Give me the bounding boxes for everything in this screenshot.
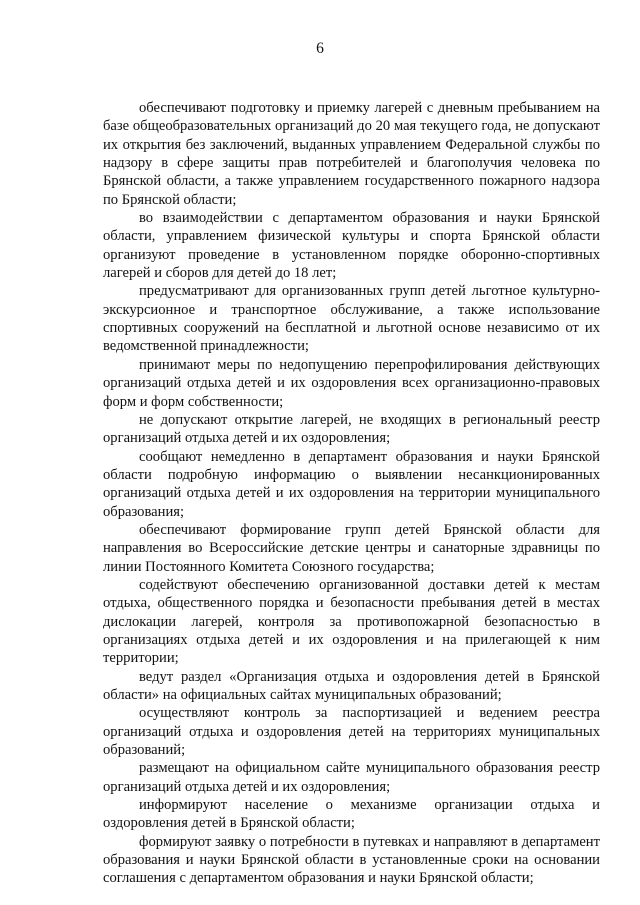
paragraph: принимают меры по недопущению перепрофилирования действующих организаций отдыха детей и их оздоровления всех организационно-правовых форм и форм собственности; bbox=[103, 356, 600, 410]
paragraph: содействуют обеспечению организованной доставки детей к местам отдыха, общественного порядка и безопасности пребывания детей в местах дислокации лагерей, контроля за противопожарной безопасностью в организациях отдыха детей и их оздоровления и на прилегающей к ним территории; bbox=[103, 576, 600, 667]
page-number: 6 bbox=[316, 40, 324, 57]
document-body bbox=[103, 99, 600, 888]
paragraph: предусматривают для организованных групп детей льготное культурно-экскурсионное и транспортное обслуживание, а также использование спортивных сооружений на бесплатной и льготной основе независимо от их ведомственной принадлежности; bbox=[103, 283, 600, 355]
paragraph: осуществляют контроль за паспортизацией и ведением реестра организаций отдыха и оздоровления детей на территориях муниципальных образований; bbox=[103, 705, 600, 759]
paragraph: ведут раздел «Организация отдыха и оздоровления детей в Брянской области» на официальных сайтах муниципальных образований; bbox=[103, 668, 600, 703]
paragraph: обеспечивают формирование групп детей Брянской области для направления во Всероссийские детские центры и санаторные здравницы по линии Постоянного Комитета Союзного государства; bbox=[103, 521, 600, 575]
paragraph: во взаимодействии с департаментом образования и науки Брянской области, управлением физической культуры и спорта Брянской области организуют проведение в установленном порядке оборонно-спортивных лагерей и сборов для детей до 18 лет; bbox=[103, 210, 600, 282]
paragraph: размещают на официальном сайте муниципального образования реестр организаций отдыха детей и их оздоровления; bbox=[103, 760, 600, 795]
paragraph: обеспечивают подготовку и приемку лагерей с дневным пребыванием на базе общеобразовательных организаций до 20 мая текущего года, не допускают их открытия без заключений, выданных управлением Федеральной службы по надзору в сфере защиты прав потребителей и благополучия человека по Брянской области, а также управлением государственного пожарного надзора по Брянской области; bbox=[103, 100, 600, 208]
paragraph: формируют заявку о потребности в путевках и направляют в департамент образования и науки Брянской области в установленные сроки на основании соглашения с департаментом образования и науки Брянской области; bbox=[103, 833, 600, 887]
paragraph: информируют население о механизме организации отдыха и оздоровления детей в Брянской области; bbox=[103, 797, 600, 832]
paragraph: не допускают открытие лагерей, не входящих в региональный реестр организаций отдыха детей и их оздоровления; bbox=[103, 411, 600, 447]
paragraph: сообщают немедленно в департамент образования и науки Брянской области подробную информацию о выявлении несанкционированных организаций отдыха детей и их оздоровления на территории муниципального образования; bbox=[103, 448, 600, 520]
